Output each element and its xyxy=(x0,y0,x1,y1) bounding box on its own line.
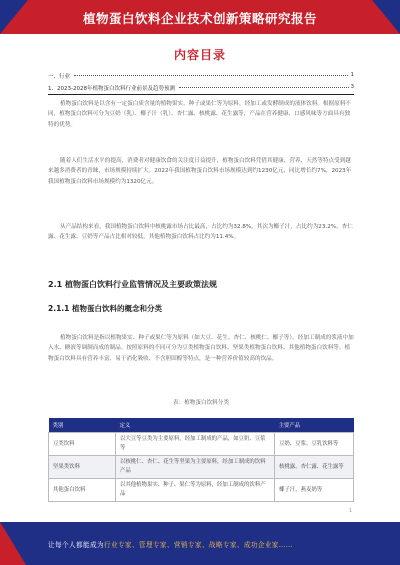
table-cell: 豆奶、豆浆、豆乳饮料等 xyxy=(275,433,354,456)
body-paragraph: 随着人们生活水平的提高，消费者对健康饮食的关注度日益提升，植物蛋白饮料凭借其健康、营养、天然等特点受到越来越多消费者的青睐，市场规模持续扩大。2022年我国植物蛋白饮料市场规模达到约1230亿元，同比增长约7%，2023年我国植物蛋白饮料市场规模约为1320亿元。 xyxy=(48,158,352,185)
footer-slogan-prefix: 让每个人都能成为 xyxy=(48,541,104,549)
toc-leader-dots xyxy=(74,75,354,76)
table-cell: 核桃露、杏仁露、花生露等 xyxy=(275,456,354,479)
table-header-cell: 主要产品 xyxy=(275,418,354,433)
table-header-row xyxy=(49,418,354,433)
toc-entry-page: 1 xyxy=(350,72,354,78)
body-paragraph: 从产品结构来看，我国植物蛋白饮料中核桃露市场占比最高，占比约为32.8%，其次为椰子汁，占比约为23.2%，杏仁露、花生露、豆奶等产品占比相对较低，其他植物蛋白饮料占比约为11.4%。 xyxy=(48,224,353,241)
classification-table xyxy=(48,418,354,502)
footer-banner xyxy=(0,522,400,565)
body-paragraph: 植物蛋白饮料是指以植物果实、种子或果仁等为原料（如大豆、花生、杏仁、核桃仁、椰子等），经加工制成的浆液中加入水、糖液等调制而成的制品。按照原料的不同可分为豆类植物蛋白饮料、坚果类植物蛋白饮料、其他植物蛋白饮料等。植物蛋白饮料具有营养丰富、易于消化吸收、不含胆固醇等特点，是一种营养价值较高的饮品。 xyxy=(48,335,354,362)
table-cell: 以核桃仁、杏仁、花生等坚果为主要原料，经加工制成的饮料产品 xyxy=(116,456,275,479)
table-row xyxy=(49,433,354,456)
table-cell: 豆类饮料 xyxy=(49,433,116,456)
table-header-cell: 定义 xyxy=(116,418,275,433)
report-title: 植物蛋白饮料企业技术创新策略研究报告 xyxy=(82,11,317,26)
footer-accent xyxy=(0,522,26,565)
toc-heading: 内容目录 xyxy=(173,48,226,62)
toc-entry-text: 一、行业 xyxy=(48,74,71,80)
table-cell: 坚果类饮料 xyxy=(49,456,116,479)
toc-entry-text: 1．2023-2028年植物蛋白饮料行业前景及趋势预测 xyxy=(48,86,175,92)
table-caption: 表：植物蛋白饮料分类 xyxy=(173,400,229,406)
toc-divider xyxy=(48,94,354,95)
page-number: 1 xyxy=(348,508,352,514)
table-row xyxy=(49,479,354,502)
table-header-cell: 类别 xyxy=(49,418,116,433)
table-cell: 其他蛋白饮料 xyxy=(49,479,116,502)
header-banner xyxy=(0,0,400,34)
body-paragraph: 植物蛋白饮料是以含有一定蛋白质含量的植物果实、种子或果仁等为原料，经加工或发酵制成的液体饮料。根据原料不同，植物蛋白饮料可分为豆奶（乳）、椰子汁（乳）、杏仁露、核桃露、花生露等，产品在营养健康、口感风味等方面具有独特的优势。 xyxy=(48,101,351,128)
subsection-heading: 2.1.1 植物蛋白饮料的概念和分类 xyxy=(48,304,162,313)
toc-leader-dots xyxy=(179,87,354,88)
table-cell: 以其他植物果实、种子、果仁等为原料，经加工制成的饮料产品 xyxy=(116,479,275,502)
footer-slogan xyxy=(48,539,293,549)
toc-entry[interactable] xyxy=(48,72,354,80)
footer-slogan-accent: 行业专家、管理专家、营销专家、战略专家、成功企业家…… xyxy=(103,541,293,549)
table-cell: 以大豆等豆类为主要原料，经加工制成的产品，如豆奶、豆浆等 xyxy=(116,433,275,456)
table-row xyxy=(49,456,354,479)
table-cell: 椰子汁、燕麦奶等 xyxy=(275,479,354,502)
toc-entry-page: 3 xyxy=(350,84,354,90)
section-heading: 2.1 植物蛋白饮料行业监管情况及主要政策法规 xyxy=(48,280,217,289)
toc-entry[interactable] xyxy=(48,84,354,92)
